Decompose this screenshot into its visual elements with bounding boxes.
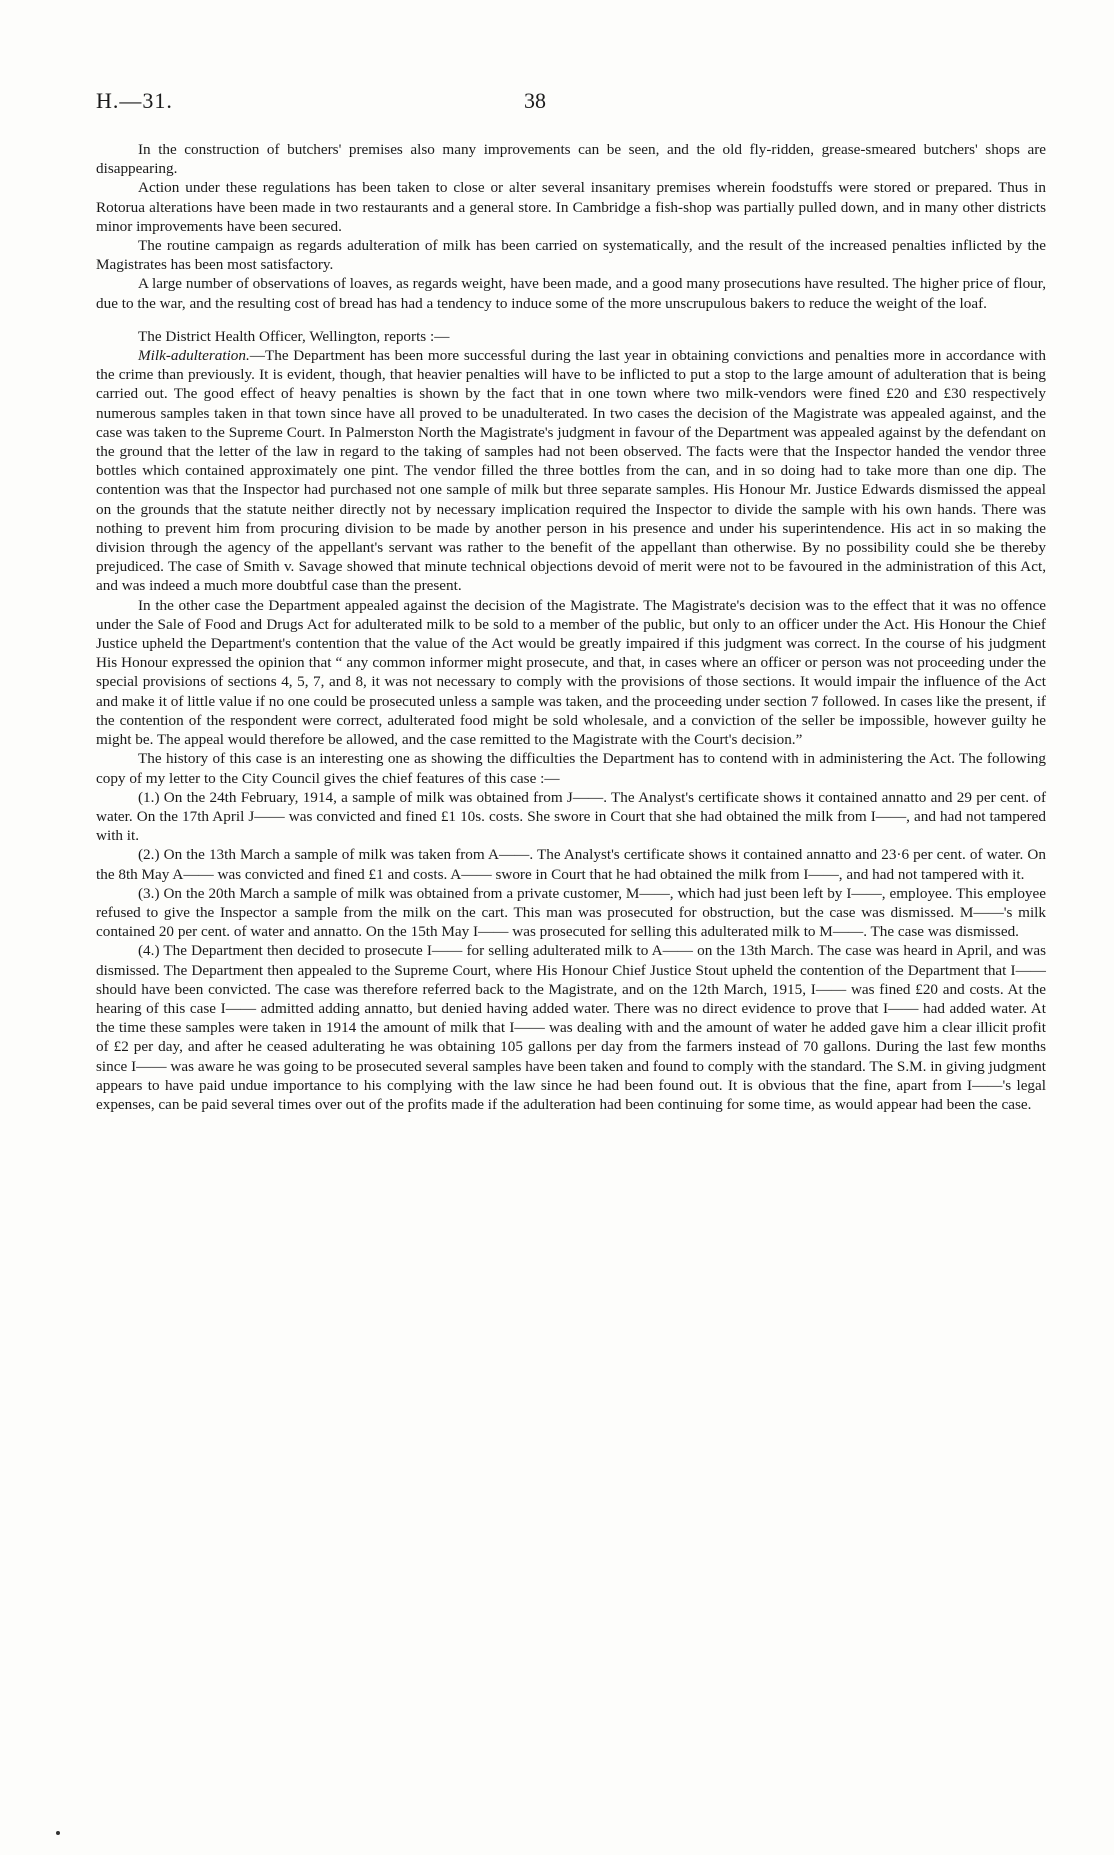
page-header [96, 88, 1046, 118]
list-item-1: (1.) On the 24th February, 1914, a sample of milk was obtained from J——. The Analyst's certificate shows it contained annatto and 29 per cent. of water. On the 17th April J—— was convicted and fined £1 10s. costs. She swore in Court that she had obtained the milk from I——, and had not tampered with it. [96, 788, 1046, 845]
list-item-4: (4.) The Department then decided to prosecute I—— for selling adulterated milk to A—— on the 13th March. The case was heard in April, and was dismissed. The Department then appealed to the Supreme Court, where His Honour Chief Justice Stout upheld the contention of the Department that I—— should have been convicted. The case was therefore referred back to the Magistrate, and on the 12th March, 1915, I—— was fined £20 and costs. At the hearing of this case I—— admitted adding annatto, but denied having added water. There was no direct evidence to prove that I—— had added water. At the time these samples were taken in 1914 the amount of milk that I—— was dealing with and the amount of water he added gave him a clear illicit profit of £2 per day, and after he ceased adulterating he was obtaining 105 gallons per day from the farmers instead of 70 gallons. During the last few months since I—— was aware he was going to be prosecuted several samples have been taken and found to comply with the standard. The S.M. in giving judgment appears to have paid undue importance to his complying with the law since he had been found out. It is obvious that the fine, apart from I——'s legal expenses, can be paid several times over out of the profits made if the adulteration had been continuing for some time, as would appear had been the case. [96, 942, 1046, 1113]
paragraph-insanitary-premises: Action under these regulations has been taken to close or alter several insanitary premises wherein foodstuffs were stored or prepared. Thus in Rotorua alterations have been made in two restaurants and a general store. In Cambridge a fish-shop was partially pulled down, and in many other districts minor improvements have been secured. [96, 179, 1046, 235]
paragraph-other-case: In the other case the Department appealed against the decision of the Magistrate. The Magistrate's decision was to the effect that it was no offence under the Sale of Food and Drugs Act for adulterated milk to be sold to a member of the public, but only to an officer under the Act. His Honour the Chief Justice upheld the Department's contention that the value of the Act would be greatly impaired if this judgment was correct. In the course of his judgment His Honour expressed the opinion that “ any common informer might prosecute, and that, in cases where an officer or person was not proceeding under the special provisions of sections 4, 5, 7, and 8, it was not necessary to comply with the provisions of those sections. It would impair the influence of the Act and make it of little value if no one could be prosecuted unless a sample was taken, and the proceeding under section 7 followed. In cases like the present, if the contention of the respondent were correct, adulterated food might be sold wholesale, and a conviction of the seller be impossible, however guilty he might be. The appeal would therefore be allowed, and the case remitted to the Magistrate with the Court's decision.” [96, 596, 1046, 749]
page-number: 38 [524, 88, 546, 113]
paragraph-milk-adulteration [96, 346, 1046, 596]
document-reference: H.—31. [96, 88, 173, 113]
paragraph-milk-adulteration-text: —The Department has been more successful during the last year in obtaining convictions and penalties more in accordance with the crime than previously. It is evident, though, that heavier penalties will have to be inflicted to put a stop to the large amount of adulteration that is being carried out. The good effect of heavy penalties is shown by the fact that in one town where two milk-vendors were fined £20 and £30 respectively numerous samples taken in that town since have all proved to be unadulterated. In two cases the decision of the Magistrate was appealed against, and the case was taken to the Supreme Court. In Palmerston North the Magistrate's judgment in favour of the Department was appealed against by the defendant on the ground that the letter of the law in regard to the taking of samples had not been observed. The facts were that the Inspector handed the vendor three bottles which contained approximately one pint. The vendor filled the three bottles from the can, and in so doing had to take more than one dip. The contention was that the Inspector had purchased not one sample of milk but three separate samples. His Honour Mr. Justice Edwards dismissed the appeal on the grounds that the statute neither directly not by necessary implication required the Inspector to divide the sample with his own hands. There was nothing to prevent him from procuring division to be made by another person in his presence and under his superintendence. His act in so making the division through the agency of the appellant's servant was rather to the benefit of the appellant than otherwise. By no possibility could she be thereby prejudiced. The case of Smith v. Savage showed that minute technical objections devoid of merit were not to be favoured in the administration of this Act, and was indeed a much more doubtful case than the present. [96, 347, 1046, 595]
section-heading-milk-adulteration: Milk-adulteration. [138, 347, 250, 365]
margin-dot [56, 1831, 60, 1835]
paragraph-milk-campaign: The routine campaign as regards adulteration of milk has been carried on systematically, and the result of the increased penalties inflicted by the Magistrates has been most satisfactory. [96, 237, 1046, 274]
paragraph-loaves: A large number of observations of loaves, as regards weight, have been made, and a good many prosecutions have resulted. The higher price of flour, due to the war, and the resulting cost of bread has had a tendency to induce some of the more unscrupulous bakers to reduce the weight of the loaf. [96, 275, 1046, 312]
paragraph-district-health-officer: The District Health Officer, Wellington, reports :— [138, 327, 450, 345]
paragraph-history: The history of this case is an interesting one as showing the difficulties the Department has to contend with in administering the Act. The following copy of my letter to the City Council gives the chief features of this case :— [96, 750, 1046, 787]
list-item-3: (3.) On the 20th March a sample of milk was obtained from a private customer, M——, which had just been left by I——, employee. This employee refused to give the Inspector a sample from the milk on the cart. This man was prosecuted for obstruction, but the case was dismissed. M——'s milk contained 20 per cent. of water and annatto. On the 15th May I—— was prosecuted for selling this adulterated milk to M——. The case was dismissed. [96, 884, 1046, 941]
paragraph-butchers: In the construction of butchers' premises also many improvements can be seen, and the old fly-ridden, grease-smeared butchers' shops are disappearing. [96, 141, 1046, 178]
list-item-2: (2.) On the 13th March a sample of milk was taken from A——. The Analyst's certificate shows it contained annatto and 23·6 per cent. of water. On the 8th May A—— was convicted and fined £1 and costs. A—— swore in Court that he had obtained the milk from I——, and had not tampered with it. [96, 846, 1046, 883]
body-text [96, 140, 1046, 1114]
